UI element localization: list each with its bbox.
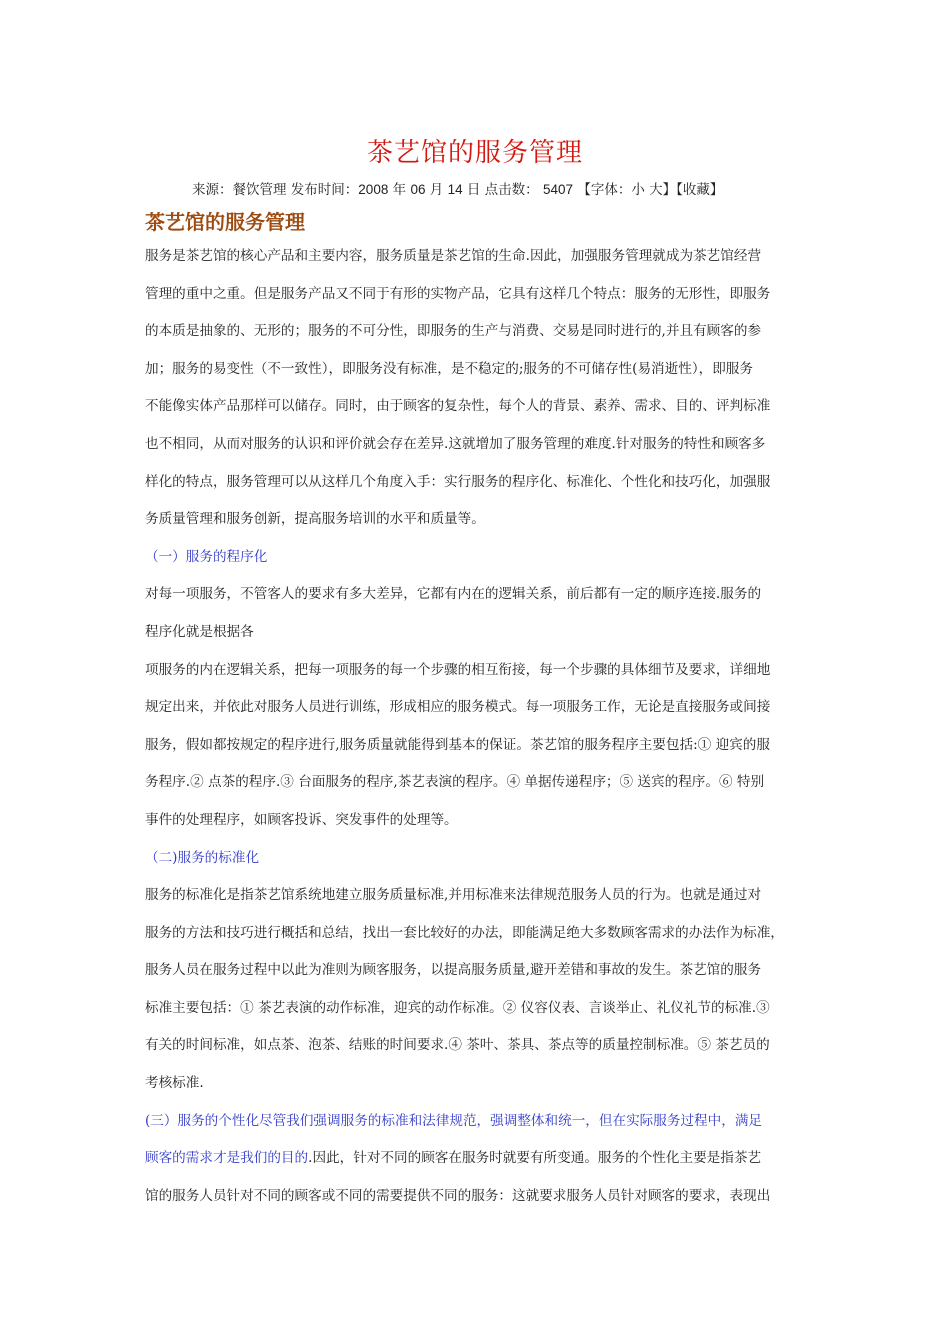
meta-month: 06 — [410, 182, 426, 197]
section3-line: 馆的服务人员针对不同的顾客或不同的需要提供不同的服务：这就要求服务人员针对顾客的要求，表现出 — [145, 1187, 771, 1204]
section1-line: 服务，假如都按规定的程序进行,服务质量就能得到基本的保证。茶艺馆的服务程序主要包括:① 迎宾的服 — [145, 736, 770, 753]
section2-line: 标准主要包括：① 茶艺表演的动作标准，迎宾的动作标准。② 仪容仪表、言谈举止、礼仪礼节的标准.③ — [145, 999, 770, 1016]
section1-line: 规定出来，并依此对服务人员进行训练，形成相应的服务模式。每一项服务工作，无论是直接服务或间接 — [145, 699, 771, 716]
intro-line: 加；服务的易变性（不一致性），即服务没有标准，是不稳定的;服务的不可储存性(易消逝性），即服务 — [145, 360, 753, 377]
intro-line: 服务是茶艺馆的核心产品和主要内容，服务质量是茶艺馆的生命.因此，加强服务管理就成为茶艺馆经营 — [145, 248, 762, 264]
section2-line: 服务的方法和技巧进行概括和总结，找出一套比较好的办法，即能满足绝大多数顾客需求的办法作为标准， — [145, 924, 784, 941]
section3-heading-line: (三）服务的个性化尽管我们强调服务的标准和法律规范，强调整体和统一，但在实际服务过程中，满足 — [145, 1112, 763, 1129]
meta-source: 来源：餐饮管理 发布时间： — [192, 182, 359, 198]
meta-month-unit: 月 — [425, 182, 448, 198]
intro-line: 的本质是抽象的、无形的；服务的不可分性，即服务的生产与消费、交易是同时进行的,并且有顾客的参 — [145, 323, 762, 340]
page-title: 茶艺馆的服务管理 — [366, 138, 583, 168]
intro-line: 不能像实体产品那样可以储存。同时，由于顾客的复杂性，每个人的背景、素养、需求、目的、评判标准 — [145, 398, 771, 415]
intro-line: 样化的特点，服务管理可以从这样几个角度入手：实行服务的程序化、标准化、个性化和技巧化，加强服 — [145, 473, 771, 490]
section1-line: 对每一项服务，不管客人的要求有多大差异，它都有内在的逻辑关系，前后都有一定的顺序连接.服务的 — [145, 586, 762, 603]
section3-line — [145, 1144, 813, 1182]
meta-click-count: 5407 — [542, 182, 574, 197]
section3-line-rest: .因此，针对不同的顾客在服务时就要有所变通。服务的个性化主要是指茶艺 — [308, 1150, 762, 1167]
favorite-link[interactable]: 【收藏】 — [676, 182, 724, 198]
meta-year: 2008 — [358, 182, 389, 197]
meta-day-unit: 日 点击数： — [462, 182, 539, 198]
section2-heading: （二)服务的标准化 — [145, 849, 260, 866]
section2-line: 考核标准. — [145, 1075, 204, 1092]
article-body — [145, 242, 813, 1219]
section2-line: 服务人员在服务过程中以此为准则为顾客服务，以提高服务质量,避开差错和事故的发生。茶艺馆的服务 — [145, 962, 762, 979]
font-size-control[interactable]: 【字体：小 大】 — [577, 182, 677, 198]
section2-line: 服务的标准化是指茶艺馆系统地建立服务质量标准,并用标准来法律规范服务人员的行为。也就是通过对 — [145, 887, 762, 904]
article-subtitle: 茶艺馆的服务管理 — [145, 210, 305, 234]
section1-heading: （一）服务的程序化 — [145, 548, 268, 565]
intro-line: 管理的重中之重。但是服务产品又不同于有形的实物产品，它具有这样几个特点：服务的无形性，即服务 — [145, 285, 771, 302]
section3-highlight: 顾客的需求才是我们的目的 — [145, 1150, 309, 1167]
intro-line: 务质量管理和服务创新，提高服务培训的水平和质量等。 — [145, 511, 485, 528]
intro-line: 也不相同，从而对服务的认识和评价就会存在差异.这就增加了服务管理的难度.针对服务的特性和顾客多 — [145, 435, 766, 452]
section1-line: 项服务的内在逻辑关系，把每一项服务的每一个步骤的相互衔接，每一个步骤的具体细节及要求，详细地 — [145, 661, 771, 678]
meta-year-unit: 年 — [388, 182, 411, 198]
article-meta — [192, 178, 723, 198]
section2-line: 有关的时间标准，如点茶、泡茶、结账的时间要求.④ 茶叶、茶具、茶点等的质量控制标准。⑤ 茶艺员的 — [145, 1037, 770, 1054]
meta-day: 14 — [447, 182, 463, 197]
section1-line: 务程序.② 点茶的程序.③ 台面服务的程序,茶艺表演的程序。④ 单据传递程序；⑤ 送宾的程序。⑥ 特别 — [145, 774, 765, 791]
section1-line: 程序化就是根据各 — [145, 623, 254, 640]
section1-line: 事件的处理程序，如顾客投诉、突发事件的处理等。 — [145, 811, 458, 828]
